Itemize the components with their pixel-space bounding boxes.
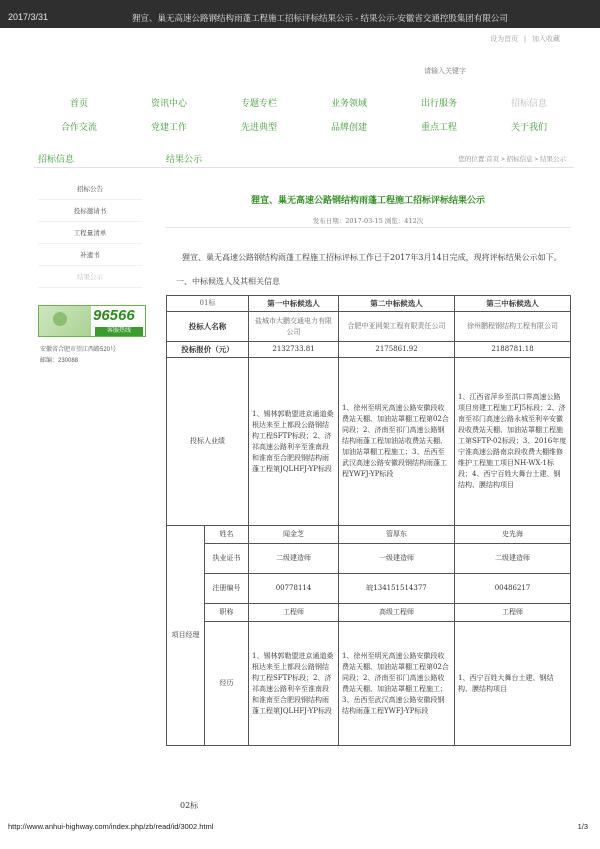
article-subheading: 一、中标候选人及其相关信息 [176, 277, 280, 286]
performance-1: 1、锡林郭勒盟进京通道桑根达来至上都段公路钢结构工程SFTP标段；2、济祁高速公路利辛至淮南段和淮南至合肥段钢结构雨蓬工程第JQLHFJ-YP标段 [249, 358, 339, 526]
pm-exp-1: 1、锡林郭勒盟进京通道桑根达来至上都段公路钢结构工程SFTP标段；2、济祁高速公路利辛至淮南段和淮南至合肥段钢结构雨蓬工程第JQLHFJ-YP标段 [249, 622, 339, 746]
top-links: 设为首页 | 加入收藏 [484, 34, 566, 44]
postcode-text: 邮编：230088 [40, 358, 79, 364]
nav-item-topics[interactable]: 专题专栏 [240, 99, 277, 109]
pm-cert-3: 二级建造师 [455, 544, 571, 574]
lot2-label: 02标 [180, 801, 199, 810]
contact-address [40, 345, 116, 367]
sidebar-item-addendum[interactable]: 补遗书 [38, 244, 142, 266]
article-paragraph: 狸宣、巢无高速公路钢结构雨蓬工程施工招标评标工作已于2017年3月14日完成，现将评标结果公示如下。 [182, 253, 562, 262]
sidebar-item-results[interactable]: 结果公示 [38, 266, 142, 288]
article [166, 190, 570, 746]
pm-label: 项目经理 [167, 526, 205, 746]
performance-2: 1、徐州至明光高速公路安徽段收费站天棚、加油站罩棚工程第02合同段；2、济南至祁门高速公路钢结构雨蓬工程加油站收费站天棚、加油站罩棚工程施工；3、岳西至武汉高速公路安徽段钢结构雨蓬工程YWFJ-YP标段 [339, 358, 455, 526]
lot1-table [166, 295, 571, 746]
lot-label: 01标 [167, 296, 249, 312]
pm-name-2: 管厚东 [339, 526, 455, 544]
add-favorite-link[interactable]: 加入收藏 [532, 36, 560, 43]
pm-regno-3: 00486217 [455, 574, 571, 604]
page-number: 1/3 [577, 822, 588, 831]
main-nav [34, 96, 574, 144]
nav-item-cooperation[interactable]: 合作交流 [60, 123, 97, 133]
print-header-bar [0, 0, 600, 28]
table-row [167, 342, 571, 358]
nav-item-home[interactable]: 首页 [69, 99, 88, 109]
pm-exp-2: 1、徐州至明光高速公路安徽段收费站天棚、加油站罩棚工程第02合同段；2、济南至祁门高速公路收费站天棚、加油站罩棚工程施工；3、岳西至武汉高速公路安徽段钢结构雨蓬工程YWFJ-YP标段 [339, 622, 455, 746]
cert-label: 执业证书 [205, 544, 249, 574]
performance-3: 1、江西省萍乡至洪口界高速公路项目房建工程施工FJ5标段；2、济南至祁门高速公路永城至利辛安徽段收费站天棚、加油站罩棚工程施工第SFTP-02标段；3、2016年度宁淮高速公路南京段收费大棚维修维护工程施工项目NH-WX-1标段；4、西宁百姓大舞台土建、钢结构、膜结构项目 [455, 358, 571, 526]
article-title: 狸宣、巢无高速公路钢结构雨蓬工程施工招标评标结果公示 [250, 196, 485, 206]
table-row [167, 296, 571, 312]
pm-cert-1: 二级建造师 [249, 544, 339, 574]
pm-name-3: 史先海 [455, 526, 571, 544]
exp-label: 经历 [205, 622, 249, 746]
price-2: 2175861.92 [339, 342, 455, 358]
pm-name-1: 闻金芝 [249, 526, 339, 544]
name-label: 姓名 [205, 526, 249, 544]
pm-title-2: 高级工程师 [339, 604, 455, 622]
table-row [167, 544, 571, 574]
nav-item-tender[interactable]: 招标信息 [510, 99, 547, 109]
pm-exp-3: 1、西宁百姓大舞台土建、钢结构、膜结构项目 [455, 622, 571, 746]
breadcrumb: 您的位置:首页 > 招标信息 > 结果公示 [458, 156, 566, 163]
performance-label: 投标人业绩 [167, 358, 249, 526]
candidate-header-2: 第二中标候选人 [339, 296, 455, 312]
pm-title-1: 工程师 [249, 604, 339, 622]
nav-item-business[interactable]: 业务领域 [330, 99, 367, 109]
search-input[interactable]: 请输入关键字 [424, 68, 466, 75]
pm-title-3: 工程师 [455, 604, 571, 622]
nav-item-news[interactable]: 资讯中心 [150, 99, 187, 109]
sidebar-item-bill[interactable]: 工程量清单 [38, 222, 142, 244]
bidder-2: 合肥中亚网架工程有限责任公司 [339, 312, 455, 342]
sidebar-item-invitation[interactable]: 投标邀请书 [38, 200, 142, 222]
table-row [167, 574, 571, 604]
regno-label: 注册编号 [205, 574, 249, 604]
title-label: 职称 [205, 604, 249, 622]
pm-regno-2: 皖134151514377 [339, 574, 455, 604]
address-text: 安徽省合肥市望江西路520号 [40, 347, 117, 353]
nav-item-party[interactable]: 党建工作 [150, 123, 187, 133]
agent-avatar-icon [53, 312, 67, 326]
sidebar-title: 招标信息 [38, 155, 75, 165]
nav-item-about[interactable]: 关于我们 [510, 123, 547, 133]
nav-item-projects[interactable]: 重点工程 [420, 123, 457, 133]
candidate-header-1: 第一中标候选人 [249, 296, 339, 312]
page-url: http://www.anhui-highway.com/index.php/zb/read/id/3002.html [8, 822, 214, 831]
price-3: 2188781.18 [455, 342, 571, 358]
sidebar-item-tender-notice[interactable]: 招标公告 [38, 178, 142, 200]
print-date: 2017/3/31 [8, 12, 49, 22]
section-title: 结果公示 [166, 155, 203, 165]
nav-item-models[interactable]: 先进典型 [240, 123, 277, 133]
table-row [167, 604, 571, 622]
article-meta: 发布日期：2017-03-15 浏览：412次 [166, 214, 570, 228]
nav-item-brand[interactable]: 品牌创建 [330, 123, 367, 133]
hotline-number: 96566 [93, 307, 135, 324]
table-row [167, 622, 571, 746]
table-row [167, 312, 571, 342]
set-homepage-link[interactable]: 设为首页 [490, 36, 519, 43]
hotline-banner[interactable] [38, 305, 146, 337]
bidder-3: 徐州鹏程钢结构工程有限公司 [455, 312, 571, 342]
price-label: 投标报价（元） [167, 342, 249, 358]
bidder-label: 投标人名称 [167, 312, 249, 342]
pm-cert-2: 一级建造师 [339, 544, 455, 574]
table-row [167, 358, 571, 526]
bidder-1: 盐城市大鹏交通电力有限公司 [249, 312, 339, 342]
table-row [167, 526, 571, 544]
section-divider [34, 167, 574, 168]
price-1: 2132733.81 [249, 342, 339, 358]
browser-page-title: 狸宣、巢无高速公路钢结构雨蓬工程施工招标评标结果公示 - 结果公示-安徽省交通控股集团有限公司 [132, 13, 508, 23]
nav-row [34, 120, 574, 144]
nav-row [34, 96, 574, 120]
hotline-label: 客服热线 [95, 327, 143, 336]
sidebar-menu [38, 178, 142, 288]
nav-item-travel[interactable]: 出行服务 [420, 99, 457, 109]
pm-regno-1: 00778114 [249, 574, 339, 604]
candidate-header-3: 第三中标候选人 [455, 296, 571, 312]
